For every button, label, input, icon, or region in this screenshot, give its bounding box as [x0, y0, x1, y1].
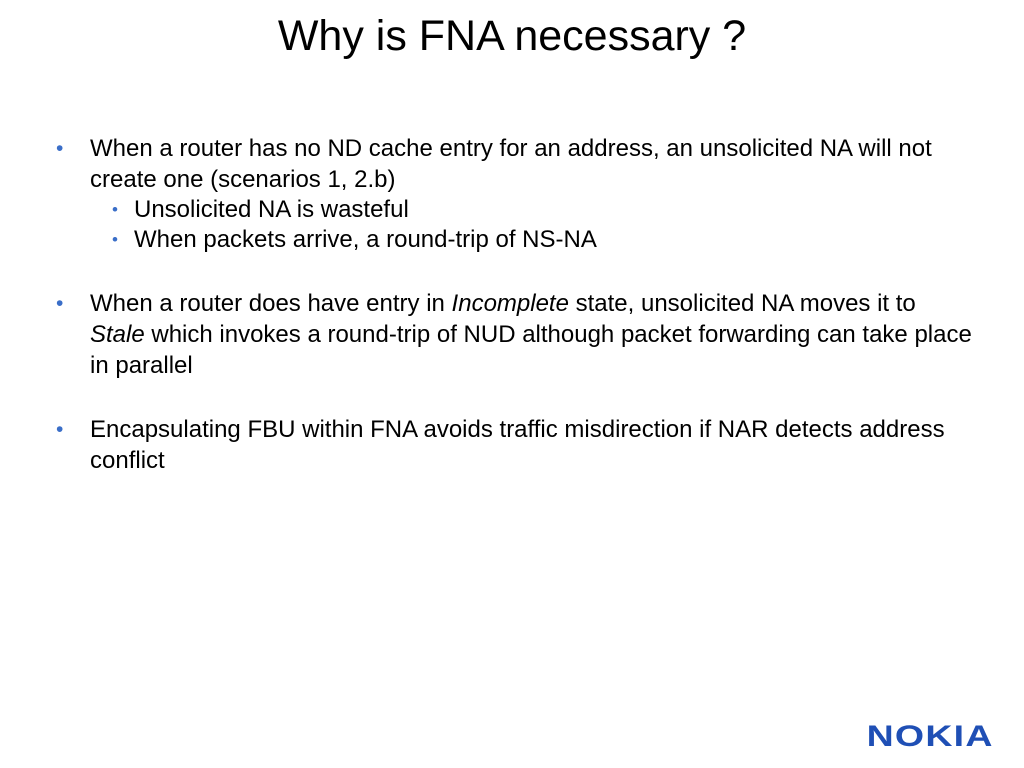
- bullet-item-1: [56, 133, 976, 255]
- bullet-dot-icon: •: [56, 292, 64, 315]
- bullet-text: When a router has no ND cache entry for an address, an unsolicited NA will not create one (scenarios 1, 2.b): [90, 135, 932, 193]
- bullet-list: [56, 133, 976, 476]
- bullet-text-part: state, unsolicited NA moves it to: [568, 290, 916, 317]
- sub-bullet-dot-icon: •: [112, 200, 118, 219]
- nokia-logo: NOKIA: [866, 720, 994, 753]
- bullet-text-emphasis: Stale: [90, 321, 145, 348]
- slide-title: Why is FNA necessary ?: [277, 12, 747, 60]
- bullet-item-3: [56, 414, 976, 476]
- sub-bullet-text: When packets arrive, a round-trip of NS-NA: [134, 226, 597, 253]
- sub-bullet-list: [90, 195, 976, 255]
- sub-bullet-dot-icon: •: [112, 230, 118, 249]
- bullet-item-2: [56, 288, 976, 381]
- sub-bullet-text: Unsolicited NA is wasteful: [134, 196, 409, 223]
- bullet-dot-icon: •: [56, 418, 64, 441]
- bullet-text: Encapsulating FBU within FNA avoids traffic misdirection if NAR detects address conflict: [90, 416, 945, 474]
- bullet-text-emphasis: Incomplete: [451, 290, 569, 317]
- bullet-text-part: which invokes a round-trip of NUD although packet forwarding can take place in parallel: [90, 321, 972, 379]
- bullet-dot-icon: •: [56, 137, 64, 160]
- bullet-text-part: When a router does have entry in: [90, 290, 452, 317]
- sub-bullet-item: [90, 195, 976, 225]
- sub-bullet-item: [90, 225, 976, 255]
